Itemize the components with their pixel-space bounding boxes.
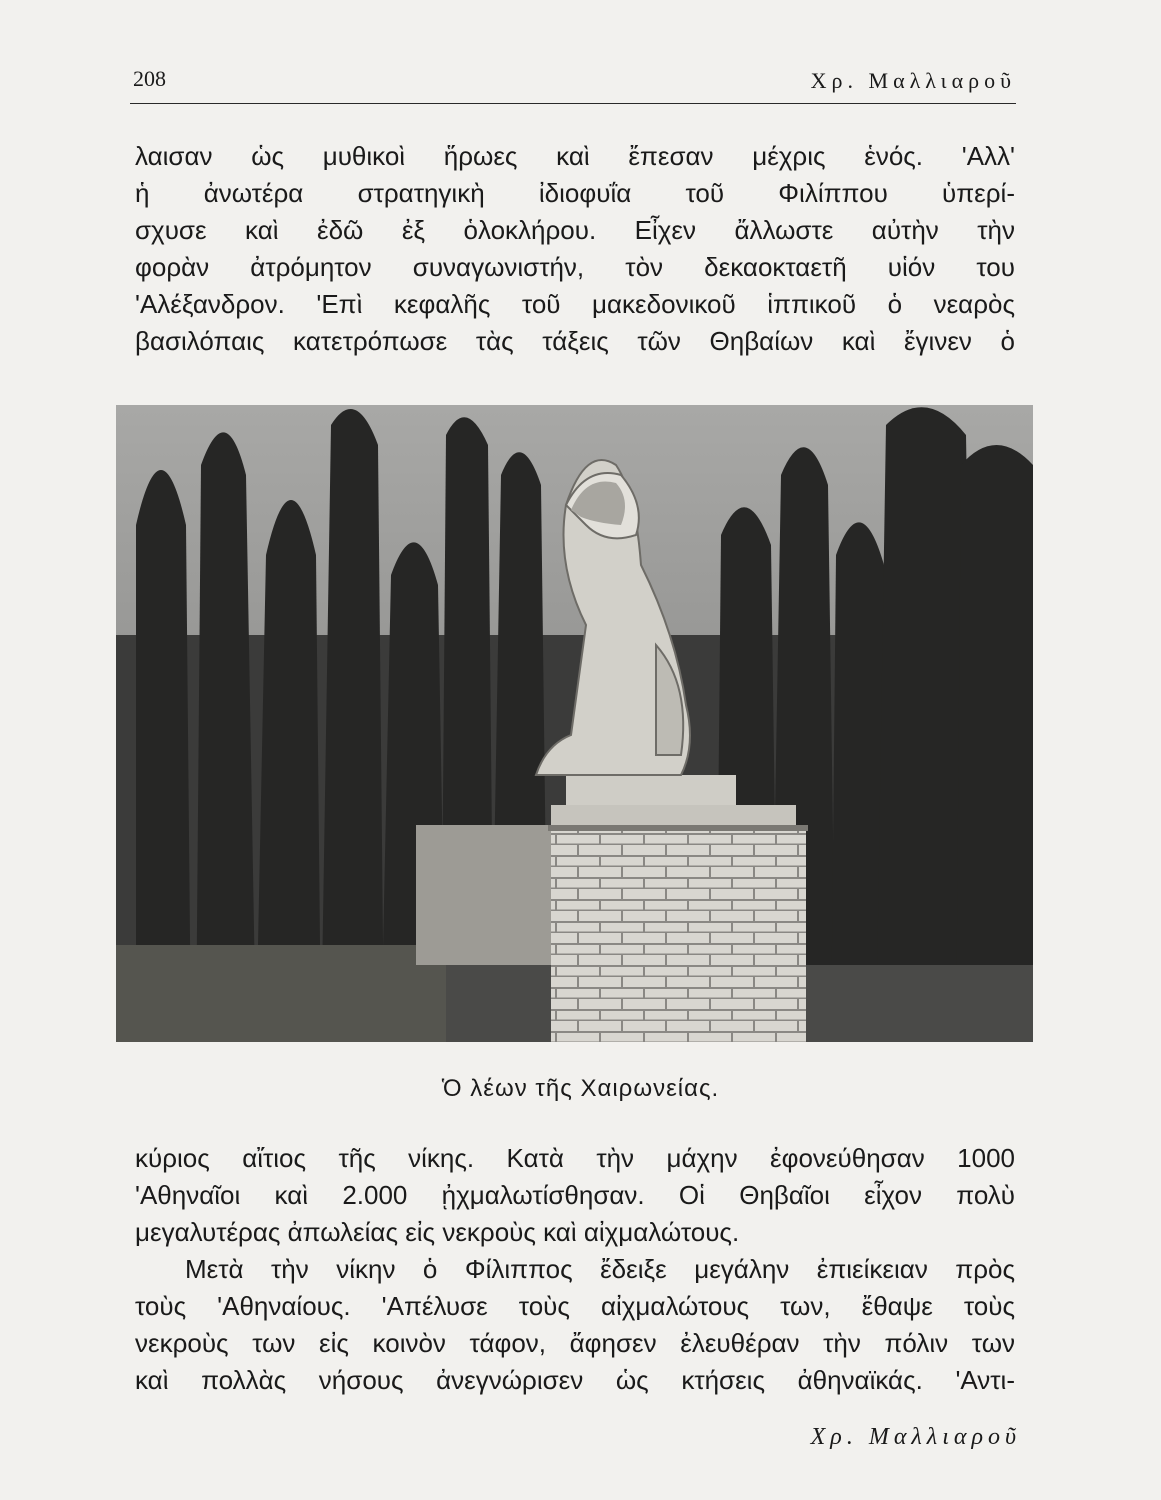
text-line: Μετὰ τὴν νίκην ὁ Φίλιππος ἔδειξε μεγάλην ἐπιείκειαν πρὸς (185, 1254, 1015, 1284)
text-block-top (135, 138, 1015, 360)
text-line: ἡ ἀνωτέρα στρατηγικὴ ἰδιοφυΐα τοῦ Φιλίππου ὑπερί- (135, 178, 1015, 208)
photo-illustration (116, 405, 1033, 1042)
running-head: Χρ. Μαλλιαροῦ (810, 68, 1016, 93)
text-line: σχυσε καὶ ἐδῶ ἐξ ὁλοκλήρου. Εἶχεν ἄλλωστε αὐτὴν τὴν (135, 215, 1015, 245)
text-line: τοὺς 'Αθηναίους. 'Απέλυσε τοὺς αἰχμαλώτους των, ἔθαψε τοὺς (135, 1291, 1015, 1321)
text-line: φορὰν ἀτρόμητον συναγωνιστήν, τὸν δεκαοκταετῆ υἱόν του (135, 252, 1015, 282)
page-number: 208 (133, 66, 166, 91)
header-rule (130, 103, 1016, 104)
text-line: 'Αθηναῖοι καὶ 2.000 ᾐχμαλωτίσθησαν. Οἱ Θηβαῖοι εἶχον πολὺ (135, 1180, 1015, 1210)
figure-caption: Ὁ λέων τῆς Χαιρωνείας. (441, 1075, 720, 1102)
text-block-bottom (135, 1140, 1015, 1399)
text-line: κύριος αἴτιος τῆς νίκης. Κατὰ τὴν μάχην ἐφονεύθησαν 1000 (135, 1143, 1015, 1173)
lion-of-chaeronea-photo (116, 405, 1033, 1042)
text-line: καὶ πολλὰς νήσους ἀνεγνώρισεν ὡς κτήσεις ἀθηναϊκάς. 'Αντι- (135, 1365, 1015, 1395)
text-line: λαισαν ὡς μυθικοὶ ἥρωες καὶ ἔπεσαν μέχρις ἑνός. 'Αλλ' (135, 141, 1015, 171)
text-line: μεγαλυτέρας ἀπωλείας εἰς νεκροὺς καὶ αἰχμαλώτους. (135, 1217, 740, 1247)
text-line: νεκροὺς των εἰς κοινὸν τάφον, ἄφησεν ἐλευθέραν τὴν πόλιν των (135, 1328, 1015, 1358)
footer-signature: Χρ. Μαλλιαροῦ (810, 1424, 1021, 1450)
text-line: 'Αλέξανδρον. 'Επὶ κεφαλῆς τοῦ μακεδονικοῦ ἱππικοῦ ὁ νεαρὸς (135, 289, 1015, 319)
text-line: βασιλόπαις κατετρόπωσε τὰς τάξεις τῶν Θηβαίων καὶ ἔγινεν ὁ (135, 326, 1015, 356)
